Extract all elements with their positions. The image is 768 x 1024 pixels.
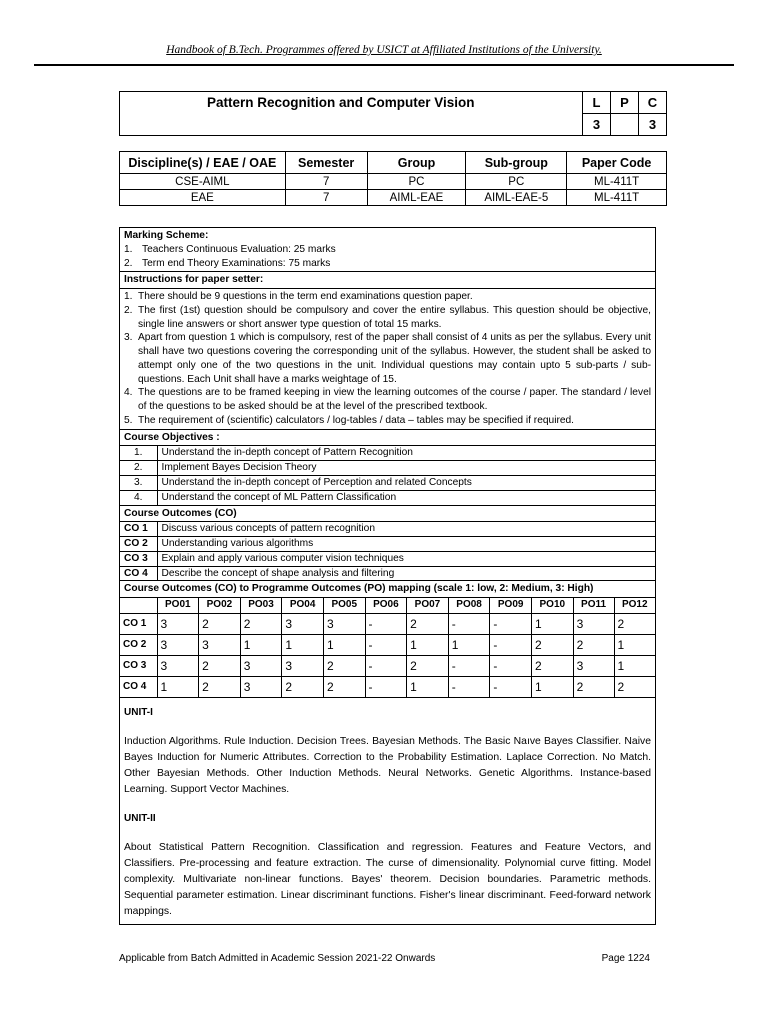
table-row: PO01 PO02 PO03 PO04 PO05 PO06 PO07 PO08 PO09 PO10 PO11 PO12 (120, 598, 655, 614)
disc-header: Semester (285, 152, 367, 174)
list-item: 3. Apart from question 1 which is compulsory, rest of the paper shall consist of 4 units as per the syllabus. Every unit shall have two questions covering the corresponding unit of the syllabus. However, the student shall be asked to attempt only one of the two questions in the unit. Individual questions may contain upto 5 sub-parts / sub-questions. Each Unit shall have a marks weightage of 15. (124, 332, 651, 385)
marking-heading: Marking Scheme: (124, 230, 209, 241)
disc-cell: 7 (285, 174, 367, 190)
table-row: 2. Implement Bayes Decision Theory (120, 461, 655, 476)
unit-1-text: Induction Algorithms. Rule Induction. Decision Trees. Bayesian Methods. The Basic Naıve Bayes Classifier. Naive Bayes Induction for Numeric Attributes. Correction to the Probability Estimation. Laplace Correction. No Match. Other Bayesian Methods. Other Induction Methods. Neural Networks. Genetic Algorithms. Instance-based Learning. Support Vector Machines. (124, 735, 651, 796)
list-item: 1. There should be 9 questions in the term end examinations question paper. (124, 291, 473, 303)
disc-header: Sub-group (466, 152, 567, 174)
table-row: CO 2 Understanding various algorithms (120, 537, 655, 552)
outcomes-heading: Course Outcomes (CO) (124, 507, 237, 519)
discipline-table (119, 151, 667, 206)
unit-2-title: UNIT-II (124, 813, 156, 825)
table-row: CO 1 3 2 2 3 3 - 2 - - 1 3 2 (120, 614, 655, 635)
objectives-heading: Course Objectives : (124, 431, 220, 443)
disc-cell: AIML-EAE (367, 190, 466, 206)
lpc-label-c: C (639, 92, 667, 114)
outcomes-list (120, 522, 656, 581)
list-item: 5. The requirement of (scientific) calculators / log-tables / data – tables may be specified if required. (124, 414, 575, 426)
instructions-heading-cell (120, 272, 656, 289)
table-row: CO 4 1 2 3 2 2 - 1 - - 1 2 2 (120, 677, 655, 698)
disc-cell: ML-411T (567, 190, 667, 206)
disc-cell: EAE (120, 190, 286, 206)
objectives-heading-cell (120, 429, 656, 446)
list-item: 4. The questions are to be framed keeping in view the learning outcomes of the course / paper. The standard / level of the questions to be asked should be at the level of the prescribed textbook. (124, 387, 651, 413)
po-mapping-table (120, 598, 655, 697)
handbook-header: Handbook of B.Tech. Programmes offered by USICT at Affiliated Institutions of the University. (166, 44, 602, 56)
list-item: 1. Teachers Continuous Evaluation: 25 marks (124, 243, 336, 255)
table-row: CO 3 3 2 3 3 2 - 2 - - 2 3 1 (120, 656, 655, 677)
disc-cell: ML-411T (567, 174, 667, 190)
footer-applicability: Applicable from Batch Admitted in Academic Session 2021-22 Onwards (119, 953, 436, 964)
header-rule (34, 64, 734, 66)
disc-header: Discipline(s) / EAE / OAE (120, 152, 286, 174)
lpc-label-l: L (583, 92, 611, 114)
table-row (120, 174, 667, 190)
disc-cell: PC (466, 174, 567, 190)
list-item: 2. The first (1st) question should be compulsory and cover the entire syllabus. This question should be objective, single line answers or short answer type question of total 15 marks. (124, 304, 651, 330)
lpc-value-c: 3 (639, 114, 667, 136)
list-item: 2. Term end Theory Examinations: 75 marks (124, 257, 331, 269)
unit-2-text: About Statistical Pattern Recognition. Classification and regression. Features and Feature Vectors, and Classifiers. Pre-processing and feature extraction. The curse of dimensionality. Polynomial curve fitting. Model complexity. Multivariate non-linear functions. Bayes' theorem. Decision boundaries. Parametric methods. Sequential parameter estimation. Linear discriminant functions. Fisher's linear discriminant. Feed-forward network mappings. (124, 841, 651, 918)
po-mapping (120, 598, 656, 698)
disc-header: Paper Code (567, 152, 667, 174)
course-title: Pattern Recognition and Computer Vision (120, 92, 583, 136)
mapping-heading-cell (120, 581, 656, 598)
mapping-heading: Course Outcomes (CO) to Programme Outcomes (PO) mapping (scale 1: low, 2: Medium, 3: High) (124, 583, 594, 595)
objectives-list (120, 446, 656, 505)
table-row: 3. Understand the in-depth concept of Perception and related Concepts (120, 476, 655, 491)
disc-cell: CSE-AIML (120, 174, 286, 190)
instructions (120, 289, 656, 430)
table-row (120, 190, 667, 206)
outcomes-heading-cell (120, 505, 656, 522)
disc-cell: 7 (285, 190, 367, 206)
page-number: Page 1224 (601, 953, 650, 964)
lpc-value-l: 3 (583, 114, 611, 136)
marking-scheme (120, 228, 656, 272)
unit-1-title: UNIT-I (124, 707, 153, 719)
syllabus-table (119, 227, 656, 925)
instructions-heading: Instructions for paper setter: (124, 274, 264, 286)
table-row: CO 2 3 3 1 1 1 - 1 1 - 2 2 1 (120, 635, 655, 656)
disc-cell: PC (367, 174, 466, 190)
lpc-value-p (611, 114, 639, 136)
table-row: CO 3 Explain and apply various computer vision techniques (120, 551, 655, 566)
disc-header: Group (367, 152, 466, 174)
table-row: CO 1 Discuss various concepts of pattern recognition (120, 522, 655, 536)
table-row: 1. Understand the in-depth concept of Pattern Recognition (120, 446, 655, 460)
course-title-box (119, 91, 667, 136)
disc-cell: AIML-EAE-5 (466, 190, 567, 206)
lpc-label-p: P (611, 92, 639, 114)
table-row: 4. Understand the concept of ML Pattern Classification (120, 490, 655, 504)
table-row: CO 4 Describe the concept of shape analysis and filtering (120, 566, 655, 580)
units-section (120, 698, 656, 925)
